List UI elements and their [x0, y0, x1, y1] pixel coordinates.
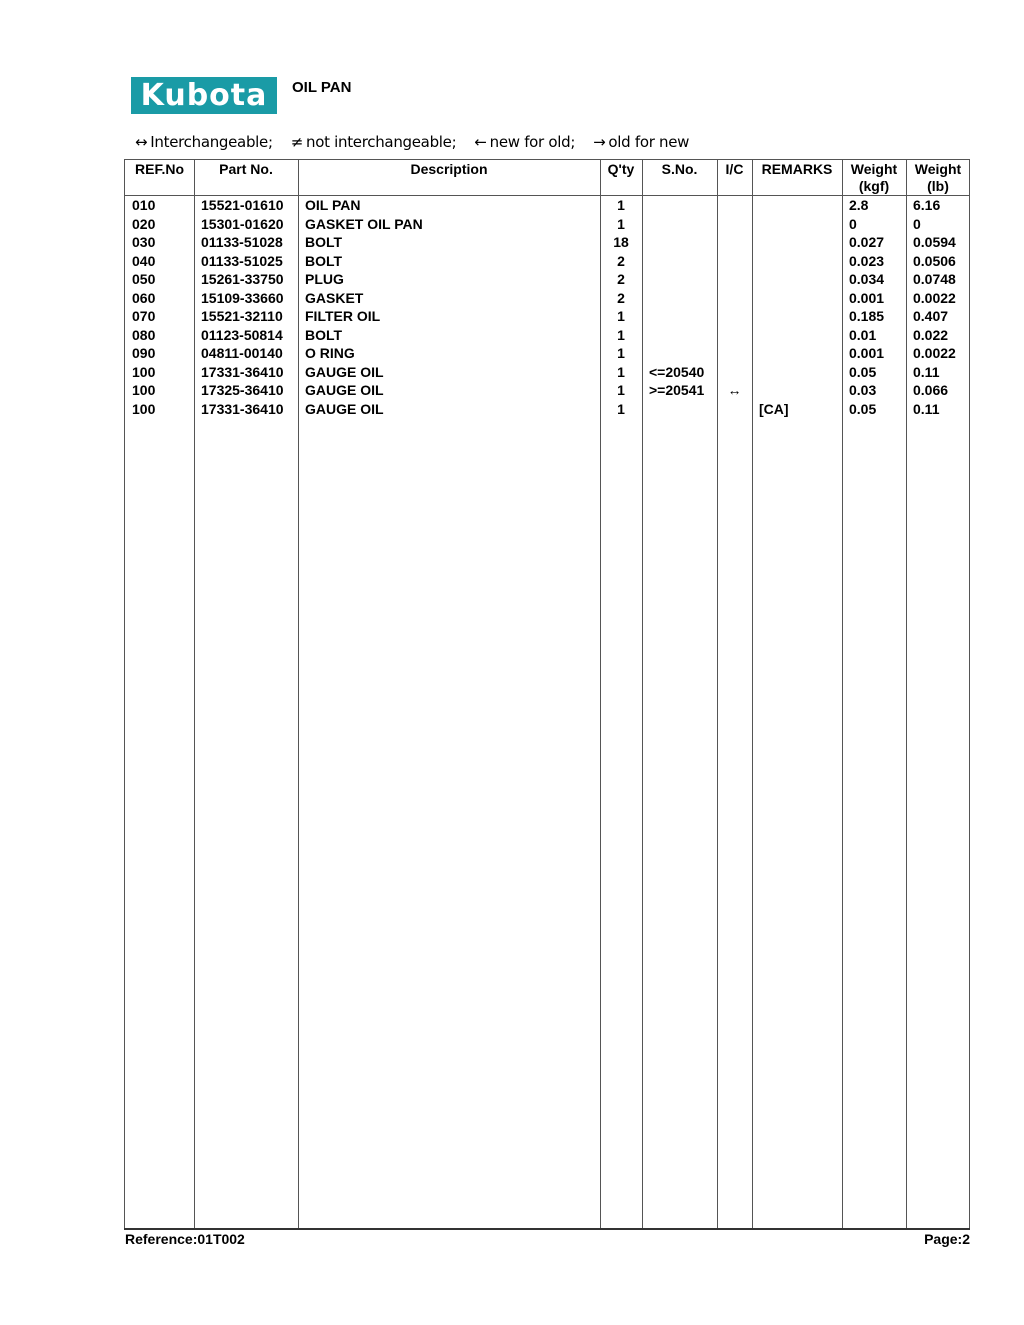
cell-ref: 080	[132, 326, 156, 343]
cell-weight-kgf: 0.05	[849, 363, 877, 380]
cell-part-no: 17325-36410	[201, 382, 284, 398]
cell-part-no: 15521-32110	[201, 308, 283, 324]
cell-part-no: 15521-01610	[201, 197, 284, 213]
cell-description: OIL PAN	[305, 197, 361, 213]
cell-part-no: 15109-33660	[201, 289, 284, 306]
footer-rule	[124, 1228, 970, 1230]
cell-description: GASKET	[305, 289, 364, 306]
cell-description: GAUGE OIL	[305, 400, 384, 417]
table-row	[125, 363, 969, 381]
legend-label: old for new	[608, 133, 690, 151]
cell-ref: 090	[132, 345, 156, 361]
cell-qty: 1	[617, 215, 625, 232]
legend-label: not interchangeable;	[306, 133, 457, 151]
cell-part-no: 15261-33750	[201, 271, 284, 287]
cell-qty: 1	[617, 345, 625, 361]
cell-part-no: 01133-51025	[201, 252, 283, 269]
table-row	[125, 270, 969, 288]
cell-weight-lb: 0.0748	[913, 271, 956, 287]
cell-ref: 060	[132, 289, 156, 306]
arrow-right-icon: →	[593, 133, 606, 151]
cell-ref: 050	[132, 271, 156, 287]
kubota-logo	[131, 77, 277, 114]
cell-weight-lb: 0.0022	[913, 289, 956, 306]
cell-weight-lb: 6.16	[913, 197, 941, 213]
cell-weight-lb: 0.022	[913, 326, 949, 343]
cell-weight-lb: 0.0022	[913, 345, 956, 361]
cell-qty: 2	[617, 252, 625, 269]
cell-qty: 18	[613, 234, 629, 250]
cell-serial-no: <=20540	[649, 363, 705, 380]
table-row	[125, 215, 969, 233]
cell-ref: 030	[132, 234, 156, 250]
cell-ref: 100	[132, 400, 156, 417]
arrow-left-icon: ←	[474, 133, 487, 151]
header-qty: Q'ty	[607, 161, 635, 177]
not-equal-icon: ≠	[290, 133, 304, 151]
cell-weight-kgf: 0.01	[849, 326, 877, 343]
cell-qty: 2	[617, 289, 625, 306]
logo-text: Kubota	[140, 77, 268, 113]
cell-part-no: 01123-50814	[201, 326, 283, 343]
cell-qty: 1	[617, 400, 625, 417]
cell-weight-kgf: 0.023	[849, 252, 885, 269]
cell-weight-lb: 0.066	[913, 382, 949, 398]
cell-ic: ↔	[727, 382, 742, 398]
page-number: Page:2	[924, 1231, 970, 1247]
cell-description: GAUGE OIL	[305, 382, 384, 398]
cell-description: BOLT	[305, 252, 343, 269]
cell-qty: 1	[617, 197, 625, 213]
cell-weight-kgf: 0.185	[849, 308, 885, 324]
table-row	[125, 233, 969, 251]
legend-item-not-interchangeable	[291, 133, 457, 151]
legend-label: Interchangeable;	[150, 133, 273, 151]
cell-description: BOLT	[305, 326, 343, 343]
cell-weight-kgf: 2.8	[849, 197, 869, 213]
cell-ref: 040	[132, 252, 156, 269]
cell-description: FILTER OIL	[305, 308, 381, 324]
parts-table	[124, 159, 970, 1229]
table-row	[125, 326, 969, 344]
cell-weight-kgf: 0.001	[849, 345, 885, 361]
cell-description: GASKET OIL PAN	[305, 215, 423, 232]
cell-description: GAUGE OIL	[305, 363, 384, 380]
header-ic: I/C	[725, 161, 744, 177]
table-row	[125, 400, 969, 418]
cell-ref: 070	[132, 308, 156, 324]
header-serial-no: S.No.	[661, 161, 698, 177]
cell-weight-lb: 0.407	[913, 308, 949, 324]
cell-qty: 1	[617, 326, 625, 343]
cell-weight-lb: 0	[913, 215, 921, 232]
cell-weight-lb: 0.11	[913, 363, 940, 380]
header-part-no: Part No.	[219, 161, 273, 177]
legend-item-interchangeable	[135, 133, 273, 151]
header-ref: REF.No	[135, 161, 184, 177]
legend-item-old-for-new	[593, 133, 689, 151]
cell-weight-kgf: 0.05	[849, 400, 877, 417]
cell-weight-kgf: 0.03	[849, 382, 877, 398]
cell-part-no: 15301-01620	[201, 215, 284, 232]
cell-ref: 100	[132, 363, 156, 380]
cell-weight-kgf: 0.001	[849, 289, 885, 306]
table-row	[125, 252, 969, 270]
cell-description: BOLT	[305, 234, 343, 250]
table-row	[125, 196, 969, 214]
legend-label: new for old;	[489, 133, 576, 151]
cell-qty: 1	[617, 308, 625, 324]
cell-qty: 1	[617, 382, 625, 398]
cell-ref: 020	[132, 215, 156, 232]
cell-ref: 100	[132, 382, 156, 398]
cell-weight-lb: 0.11	[913, 400, 940, 417]
header-weight-lb: Weight (lb)	[914, 161, 962, 194]
cell-qty: 1	[617, 363, 625, 380]
header-weight-kgf: Weight (kgf)	[850, 161, 898, 194]
cell-remarks: [CA]	[759, 400, 789, 417]
interchangeable-icon: ↔	[135, 133, 148, 151]
cell-weight-lb: 0.0506	[913, 252, 956, 269]
cell-serial-no: >=20541	[649, 382, 705, 398]
cell-part-no: 04811-00140	[201, 345, 283, 361]
cell-part-no: 17331-36410	[201, 363, 284, 380]
cell-weight-kgf: 0	[849, 215, 857, 232]
table-row	[125, 344, 969, 362]
table-row	[125, 289, 969, 307]
cell-weight-kgf: 0.027	[849, 234, 885, 250]
cell-weight-lb: 0.0594	[913, 234, 956, 250]
cell-weight-kgf: 0.034	[849, 271, 885, 287]
cell-qty: 2	[617, 271, 625, 287]
page-title: OIL PAN	[292, 79, 352, 96]
cell-description: O RING	[305, 345, 355, 361]
legend	[135, 133, 689, 151]
cell-part-no: 17331-36410	[201, 400, 284, 417]
reference-label: Reference:01T002	[125, 1231, 245, 1247]
legend-item-new-for-old	[474, 133, 575, 151]
table-row	[125, 381, 969, 399]
cell-ref: 010	[132, 197, 156, 213]
table-row	[125, 307, 969, 325]
header-remarks: REMARKS	[761, 161, 833, 177]
header-description: Description	[410, 161, 488, 177]
cell-part-no: 01133-51028	[201, 234, 283, 250]
cell-description: PLUG	[305, 271, 344, 287]
